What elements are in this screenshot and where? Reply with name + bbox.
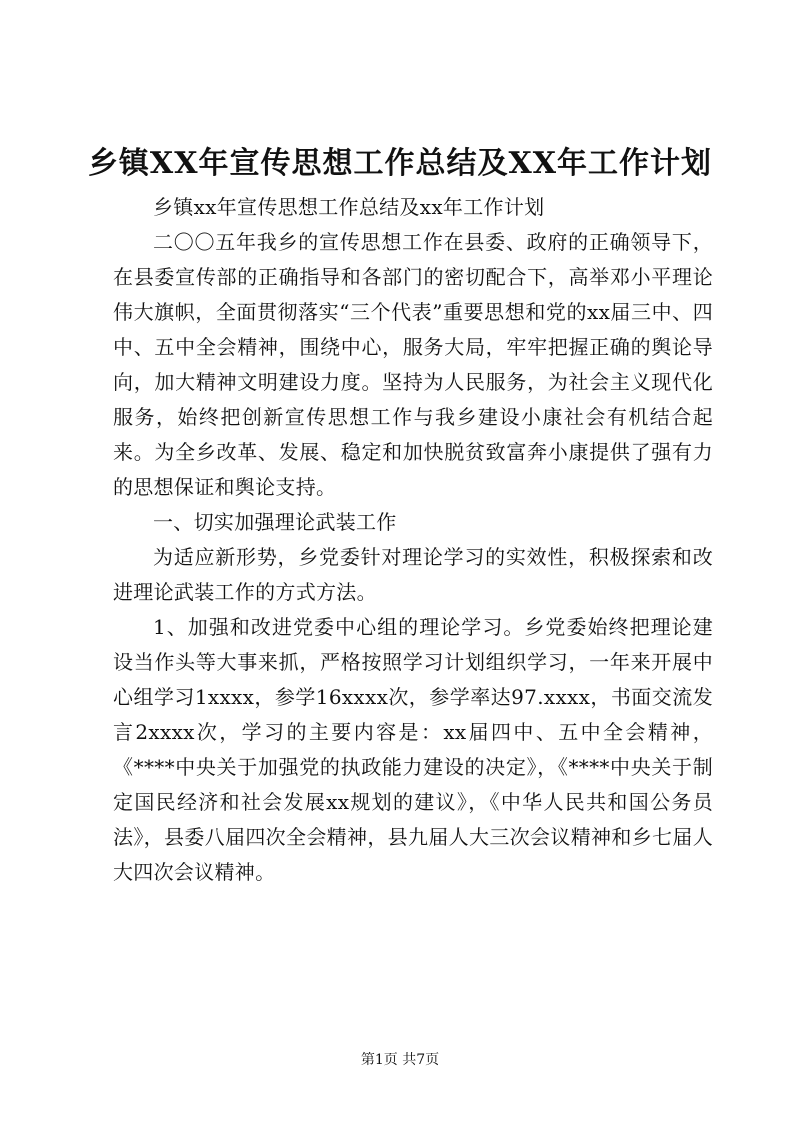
document-title: 乡镇XX年宣传思想工作总结及XX年工作计划 — [87, 146, 713, 181]
body-paragraph: 为适应新形势，乡党委针对理论学习的实效性，积极探索和改进理论武装工作的方式方法。 — [113, 545, 713, 604]
body-paragraph: 1、加强和改进党委中心组的理论学习。乡党委始终把理论建设当作头等大事来抓，严格按照学习计划组织学习，一年来开展中心组学习1xxxx，参学16xxxx次，参学率达97.xxxx，书面交流发言2xxxx次，学习的主要内容是：xx届四中、五中全会精神，《****中央关于加强党的执政能力建设的决定》，《****中央关于制定国民经济和社会发展xx规划的建议》，《中华人民共和国公务员法》，县委八届四次全会精神，县九届人大三次会议精神和乡七届人大四次会议精神。 — [113, 615, 713, 884]
document-body — [113, 190, 713, 890]
section-heading: 一、切实加强理论武装工作 — [153, 510, 397, 534]
page-footer: 第1页 共7页 — [360, 1052, 440, 1068]
body-paragraph: 二〇〇五年我乡的宣传思想工作在县委、政府的正确领导下，在县委宣传部的正确指导和各部门的密切配合下，高举邓小平理论伟大旗帜，全面贯彻落实“三个代表”重要思想和党的xx届三中、四中、五中全会精神，围绕中心，服务大局，牢牢把握正确的舆论导向，加大精神文明建设力度。坚持为人民服务，为社会主义现代化服务，始终把创新宣传思想工作与我乡建设小康社会有机结合起来。为全乡改革、发展、稳定和加快脱贫致富奔小康提供了强有力的思想保证和舆论支持。 — [113, 230, 713, 499]
subtitle-paragraph: 乡镇xx年宣传思想工作总结及xx年工作计划 — [153, 195, 545, 219]
